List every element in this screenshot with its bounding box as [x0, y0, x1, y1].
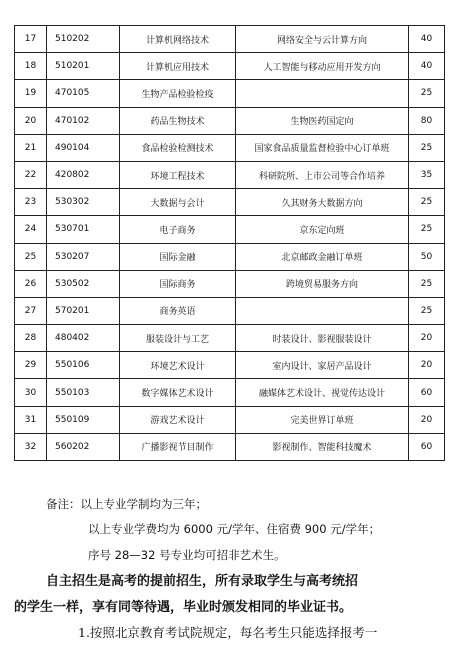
major-code: 550103: [47, 379, 120, 406]
major-name: 服装设计与工艺: [120, 325, 236, 352]
table-row: [15, 26, 445, 53]
majors-table: [14, 25, 445, 461]
row-number: 29: [15, 352, 47, 379]
major-code: 530701: [47, 216, 120, 243]
enrollment-plan: 40: [409, 26, 445, 53]
table-row: [15, 379, 445, 406]
row-number: 28: [15, 325, 47, 352]
major-name: 国际金融: [120, 243, 236, 270]
major-code: 470105: [47, 80, 120, 107]
enrollment-plan: 60: [409, 433, 445, 460]
table-row: [15, 325, 445, 352]
enrollment-plan: 25: [409, 80, 445, 107]
table-row: [15, 270, 445, 297]
enrollment-plan: 40: [409, 53, 445, 80]
major-code: 530302: [47, 189, 120, 216]
bold-statement-line-2: 的学生一样，享有同等待遇，毕业时颁发相同的毕业证书。: [14, 600, 353, 615]
enrollment-plan: 35: [409, 161, 445, 188]
major-name: 游戏艺术设计: [120, 406, 236, 433]
major-direction: 室内设计、家居产品设计: [236, 352, 409, 379]
major-direction: 科研院所、上市公司等合作培养: [236, 161, 409, 188]
major-code: 530207: [47, 243, 120, 270]
table-row: [15, 107, 445, 134]
rule-paragraph-1: 1.按照北京教育考试院规定，每名考生只能选择报考一: [78, 625, 378, 640]
major-name: 计算机应用技术: [120, 53, 236, 80]
major-name: 国际商务: [120, 270, 236, 297]
table-row: [15, 189, 445, 216]
major-direction: 跨境贸易服务方向: [236, 270, 409, 297]
table-row: [15, 352, 445, 379]
row-number: 17: [15, 26, 47, 53]
major-direction: 时装设计、影视服装设计: [236, 325, 409, 352]
major-code: 550106: [47, 352, 120, 379]
enrollment-plan: 20: [409, 406, 445, 433]
enrollment-plan: 60: [409, 379, 445, 406]
row-number: 23: [15, 189, 47, 216]
major-name: 数字媒体艺术设计: [120, 379, 236, 406]
bold-statement-line-1: 自主招生是高考的提前招生，所有录取学生与高考统招: [46, 574, 359, 589]
majors-table-body: [15, 26, 445, 461]
major-direction: 北京邮政金融订单班: [236, 243, 409, 270]
major-name: 广播影视节目制作: [120, 433, 236, 460]
table-row: [15, 243, 445, 270]
enrollment-plan: 25: [409, 216, 445, 243]
row-number: 20: [15, 107, 47, 134]
major-code: 490104: [47, 134, 120, 161]
major-name: 商务英语: [120, 297, 236, 324]
major-code: 530502: [47, 270, 120, 297]
major-code: 480402: [47, 325, 120, 352]
enrollment-plan: 20: [409, 352, 445, 379]
table-row: [15, 406, 445, 433]
table-row: [15, 80, 445, 107]
row-number: 25: [15, 243, 47, 270]
enrollment-plan: 25: [409, 297, 445, 324]
major-direction: 完美世界订单班: [236, 406, 409, 433]
note-art-majors: 序号 28—32 号专业均可招非艺术生。: [88, 548, 286, 562]
row-number: 27: [15, 297, 47, 324]
note-fees: 以上专业学费均为 6000 元/学年、住宿费 900 元/学年；: [88, 522, 381, 536]
row-number: 32: [15, 433, 47, 460]
major-direction: 网络安全与云计算方向: [236, 26, 409, 53]
major-name: 食品检验检测技术: [120, 134, 236, 161]
row-number: 19: [15, 80, 47, 107]
table-row: [15, 433, 445, 460]
enrollment-plan: 20: [409, 325, 445, 352]
enrollment-plan: 50: [409, 243, 445, 270]
major-direction: 国家食品质量监督检验中心订单班: [236, 134, 409, 161]
major-code: 510201: [47, 53, 120, 80]
row-number: 24: [15, 216, 47, 243]
major-name: 药品生物技术: [120, 107, 236, 134]
row-number: 26: [15, 270, 47, 297]
row-number: 30: [15, 379, 47, 406]
table-row: [15, 53, 445, 80]
major-direction: 京东定向班: [236, 216, 409, 243]
major-code: 550109: [47, 406, 120, 433]
major-name: 环境工程技术: [120, 161, 236, 188]
table-row: [15, 134, 445, 161]
row-number: 31: [15, 406, 47, 433]
major-name: 环境艺术设计: [120, 352, 236, 379]
major-name: 大数据与会计: [120, 189, 236, 216]
row-number: 18: [15, 53, 47, 80]
enrollment-plan: 25: [409, 189, 445, 216]
enrollment-plan: 25: [409, 270, 445, 297]
row-number: 21: [15, 134, 47, 161]
major-direction: 人工智能与移动应用开发方向: [236, 53, 409, 80]
major-name: 生物产品检验检疫: [120, 80, 236, 107]
table-row: [15, 297, 445, 324]
major-direction: [236, 80, 409, 107]
major-code: 510202: [47, 26, 120, 53]
major-code: 470102: [47, 107, 120, 134]
major-direction: 融媒体艺术设计、视觉传达设计: [236, 379, 409, 406]
major-direction: 生物医药国定向: [236, 107, 409, 134]
enrollment-plan: 80: [409, 107, 445, 134]
major-code: 420802: [47, 161, 120, 188]
row-number: 22: [15, 161, 47, 188]
major-name: 计算机网络技术: [120, 26, 236, 53]
major-direction: [236, 297, 409, 324]
major-code: 570201: [47, 297, 120, 324]
table-row: [15, 216, 445, 243]
table-row: [15, 161, 445, 188]
major-name: 电子商务: [120, 216, 236, 243]
major-code: 560202: [47, 433, 120, 460]
enrollment-plan: 25: [409, 134, 445, 161]
major-direction: 影视制作、智能科技魔术: [236, 433, 409, 460]
note-duration: 备注：以上专业学制均为三年；: [46, 497, 207, 511]
major-direction: 久其财务大数据方向: [236, 189, 409, 216]
